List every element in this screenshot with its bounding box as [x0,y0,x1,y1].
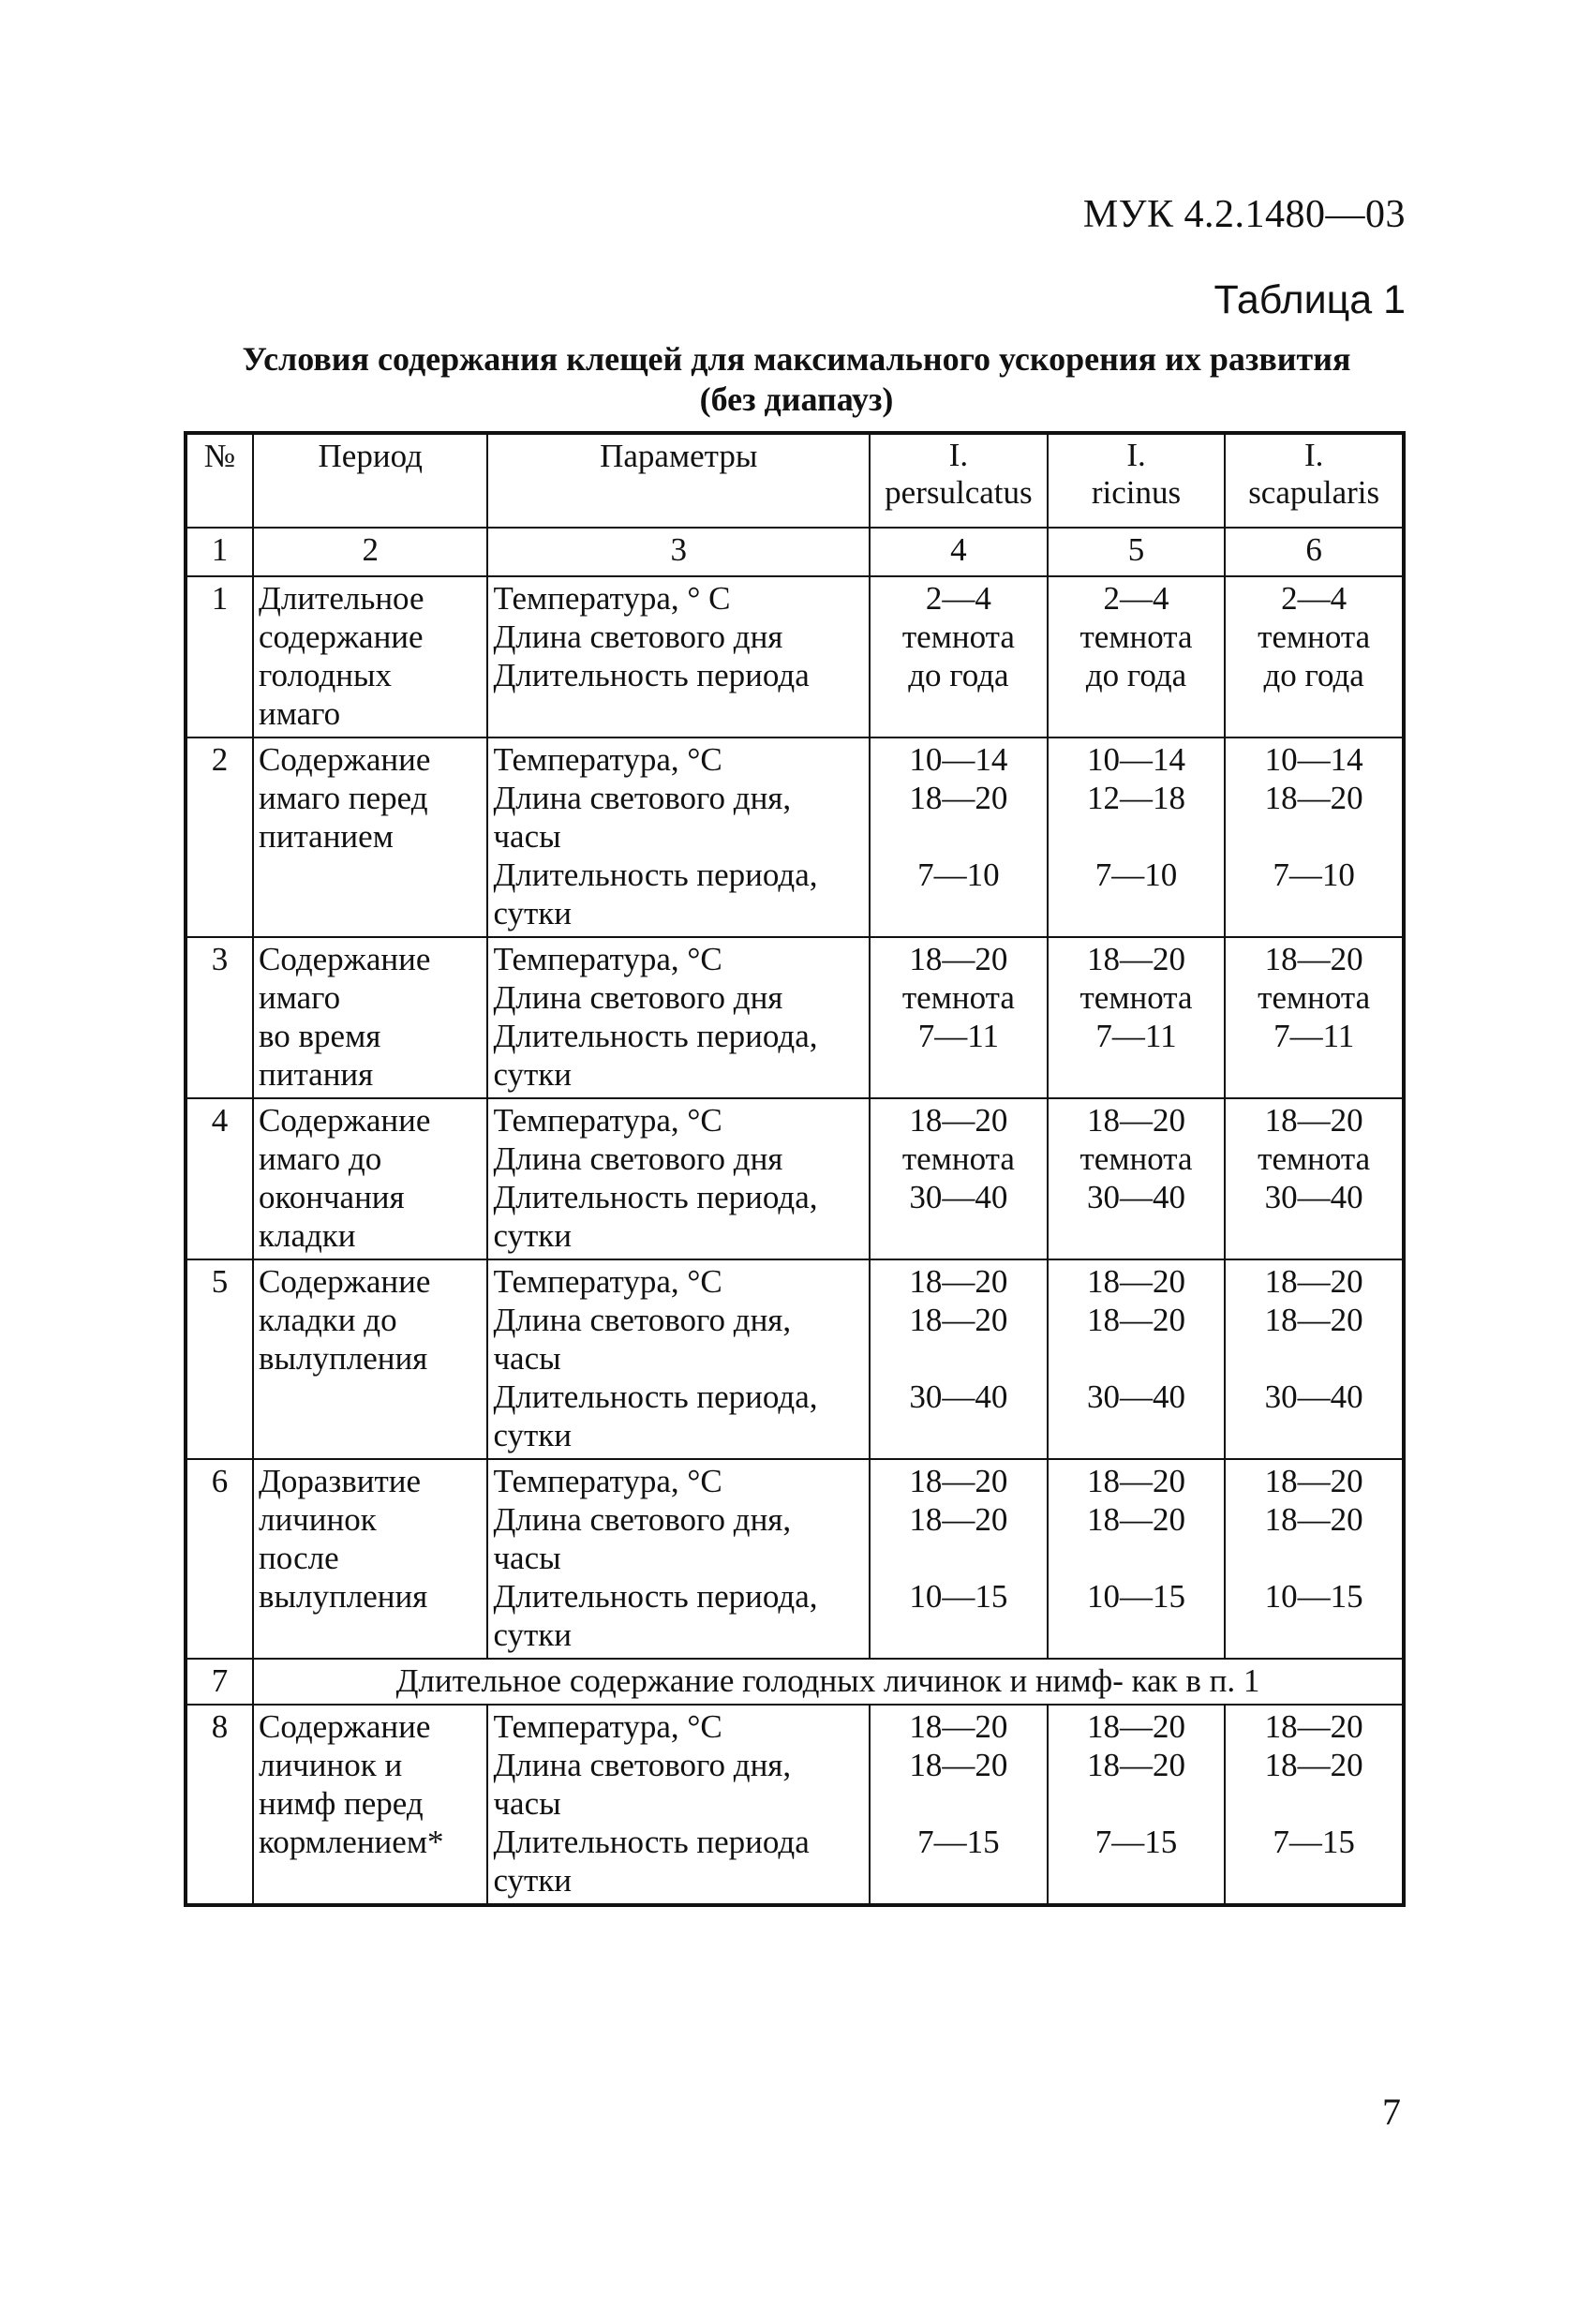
value-line: темнота [1079,618,1193,655]
param-line: Длительность периода, [493,1578,818,1615]
period-line: имаго [258,979,341,1016]
param-line: Длина светового дня, [493,1501,792,1538]
merged-row-text: Длительное содержание голодных личинок и нимф- как в п. 1 [253,1659,1404,1705]
page-number: 7 [1382,2091,1401,2133]
table-row [186,1459,1404,1659]
header-params: Параметры [487,433,870,528]
table-label: Таблица 1 [1213,277,1406,322]
row-period [253,937,487,1098]
value-line: 7—15 [917,1824,1000,1860]
period-line: личинок [258,1501,377,1538]
param-line: Температура, °С [493,1463,722,1499]
param-line: часы [493,1785,561,1822]
param-line: Длительность периода [493,1824,810,1860]
value-line: 7—11 [1095,1018,1177,1054]
period-line: голодных [258,657,393,693]
param-line: сутки [493,1616,573,1653]
header-scapularis-species: scapularis [1248,474,1380,511]
value-line: 30—40 [1087,1378,1186,1415]
row-params [487,1705,870,1905]
value-line: темнота [1258,618,1371,655]
value-line: 7—10 [917,857,1000,893]
value-line: 30—40 [909,1179,1008,1215]
value-line: до года [1263,657,1364,693]
value-line: 18—20 [909,941,1008,977]
value-line: 10—14 [909,741,1008,778]
period-line: Длительное [258,580,424,617]
header-no: № [186,433,253,528]
value-persulcatus [870,1705,1048,1905]
value-line: 18—20 [1087,1263,1186,1300]
period-line: вылупления [258,1578,428,1615]
header-period: Период [253,433,487,528]
column-number: 3 [487,528,870,576]
value-line: темнота [1079,979,1193,1016]
value-line: 18—20 [909,1747,1008,1783]
value-line: 10—15 [1264,1578,1363,1615]
param-line: сутки [493,1417,573,1453]
value-persulcatus [870,937,1048,1098]
param-line: сутки [493,895,573,931]
caption-line-2: (без диапауз) [699,380,894,418]
param-line: Длина светового дня [493,1140,783,1177]
value-line: 18—20 [1264,1102,1363,1139]
row-params [487,1098,870,1259]
value-line: 18—20 [1264,1708,1363,1745]
value-ricinus [1048,737,1226,937]
period-line: Содержание [258,1263,431,1300]
param-line: Длина светового дня [493,979,783,1016]
value-persulcatus [870,576,1048,737]
period-line: Содержание [258,1708,431,1745]
value-line: 10—14 [1264,741,1363,778]
value-line: 18—20 [1264,1463,1363,1499]
value-line: 10—14 [1087,741,1186,778]
column-number: 1 [186,528,253,576]
value-line: 18—20 [909,1102,1008,1139]
period-line: Содержание [258,1102,431,1139]
period-line: личинок и [258,1747,403,1783]
period-line: вылупления [258,1340,428,1377]
header-scapularis-genus: I. [1303,437,1324,473]
param-line: Длительность периода, [493,1378,818,1415]
param-line: Температура, °С [493,1263,722,1300]
row-number: 3 [186,937,253,1098]
row-period [253,737,487,937]
value-line: 18—20 [1087,1463,1186,1499]
header-ricinus-genus: I. [1126,437,1146,473]
value-scapularis [1225,737,1404,937]
conditions-table [184,431,1406,1907]
param-line: Температура, °С [493,1708,722,1745]
value-line: 18—20 [1087,1501,1186,1538]
period-line: кладки [258,1217,356,1254]
value-ricinus [1048,576,1226,737]
value-line: 10—15 [1087,1578,1186,1615]
value-line: 18—20 [1264,1263,1363,1300]
column-number: 4 [870,528,1048,576]
period-line: кладки до [258,1302,397,1338]
header-ricinus [1048,433,1226,528]
value-line: до года [908,657,1009,693]
param-line: Длина светового дня [493,618,783,655]
value-persulcatus [870,1459,1048,1659]
row-period [253,1259,487,1459]
value-line: 18—20 [1264,780,1363,816]
param-line: Длина светового дня, [493,1302,792,1338]
value-line: 2—4 [925,580,991,617]
period-line: имаго [258,695,341,732]
value-line: 18—20 [909,780,1008,816]
value-line: до года [1085,657,1187,693]
value-line: 18—20 [1264,1747,1363,1783]
param-line: часы [493,818,561,855]
value-line: 18—20 [1087,1747,1186,1783]
value-line: 30—40 [1264,1378,1363,1415]
param-line: сутки [493,1862,573,1899]
value-scapularis [1225,1259,1404,1459]
value-line: 12—18 [1087,780,1186,816]
param-line: сутки [493,1217,573,1254]
value-line: 30—40 [1087,1179,1186,1215]
row-number: 6 [186,1459,253,1659]
value-line: 2—4 [1281,580,1347,617]
row-number: 4 [186,1098,253,1259]
value-ricinus [1048,1459,1226,1659]
row-number: 8 [186,1705,253,1905]
period-line: питания [258,1056,374,1093]
table-caption [187,339,1406,420]
value-line: 30—40 [909,1378,1008,1415]
value-line: 18—20 [1087,941,1186,977]
value-line: 18—20 [1087,1102,1186,1139]
value-line: 7—10 [1273,857,1355,893]
period-line: Доразвитие [258,1463,422,1499]
header-persulcatus [870,433,1048,528]
value-scapularis [1225,1705,1404,1905]
table-row [186,576,1404,737]
value-line: темнота [901,1140,1015,1177]
header-persulcatus-genus: I. [948,437,969,473]
param-line: часы [493,1540,561,1576]
period-line: имаго до [258,1140,382,1177]
row-number: 1 [186,576,253,737]
table-row [186,1705,1404,1905]
row-period [253,1098,487,1259]
value-line: 7—10 [1094,857,1178,893]
period-line: нимф перед [258,1785,424,1822]
value-scapularis [1225,576,1404,737]
row-params [487,937,870,1098]
period-line: содержание [258,618,424,655]
table-row [186,1659,1404,1705]
param-line: Температура, ° С [493,580,731,617]
value-scapularis [1225,937,1404,1098]
param-line: Длительность периода, [493,1018,818,1054]
value-persulcatus [870,1259,1048,1459]
value-persulcatus [870,737,1048,937]
period-line: питанием [258,818,394,855]
value-ricinus [1048,937,1226,1098]
value-line: темнота [1258,979,1371,1016]
row-number: 7 [186,1659,253,1705]
column-number: 2 [253,528,487,576]
value-line: 30—40 [1264,1179,1363,1215]
value-scapularis [1225,1098,1404,1259]
value-ricinus [1048,1259,1226,1459]
param-line: Температура, °С [493,741,722,778]
row-period [253,1459,487,1659]
row-number: 5 [186,1259,253,1459]
value-line: 18—20 [909,1463,1008,1499]
table-row [186,937,1404,1098]
value-line: темнота [1258,1140,1371,1177]
value-line: 18—20 [909,1263,1008,1300]
value-persulcatus [870,1098,1048,1259]
header-scapularis [1225,433,1404,528]
value-line: 18—20 [1087,1302,1186,1338]
period-line: окончания [258,1179,405,1215]
value-line: 18—20 [1264,1302,1363,1338]
value-line: 18—20 [909,1302,1008,1338]
param-line: Длина светового дня, [493,780,792,816]
period-line: кормлением* [258,1824,444,1860]
value-scapularis [1225,1459,1404,1659]
row-params [487,576,870,737]
header-row [186,433,1404,528]
caption-line-1: Условия содержания клещей для максимального ускорения их развития [242,340,1351,378]
param-line: Длительность периода [493,657,810,693]
value-line: темнота [901,979,1015,1016]
param-line: сутки [493,1056,573,1093]
value-line: 7—11 [917,1018,999,1054]
table-row [186,737,1404,937]
param-line: часы [493,1340,561,1377]
period-line: Содержание [258,741,431,778]
row-params [487,1459,870,1659]
row-period [253,576,487,737]
value-line: 7—15 [1094,1824,1178,1860]
value-line: 18—20 [1264,1501,1363,1538]
param-line: Длина светового дня, [493,1747,792,1783]
param-line: Длительность периода, [493,857,818,893]
value-line: 18—20 [909,1708,1008,1745]
period-line: имаго перед [258,780,428,816]
value-line: 18—20 [1087,1708,1186,1745]
row-period [253,1705,487,1905]
column-number-row [186,528,1404,576]
value-line: темнота [1079,1140,1193,1177]
value-line: 2—4 [1103,580,1169,617]
column-number: 6 [1225,528,1404,576]
row-params [487,737,870,937]
document-code: МУК 4.2.1480—03 [1082,193,1406,236]
param-line: Длительность периода, [493,1179,818,1215]
value-ricinus [1048,1705,1226,1905]
header-ricinus-species: ricinus [1091,474,1182,511]
row-number: 2 [186,737,253,937]
param-line: Температура, °С [493,1102,722,1139]
row-params [487,1259,870,1459]
period-line: во время [258,1018,381,1054]
value-line: 7—15 [1273,1824,1355,1860]
period-line: Содержание [258,941,431,977]
value-line: темнота [901,618,1015,655]
value-line: 18—20 [1264,941,1363,977]
value-line: 7—11 [1273,1018,1355,1054]
param-line: Температура, °С [493,941,722,977]
table-row [186,1259,1404,1459]
table-row [186,1098,1404,1259]
header-persulcatus-species: persulcatus [885,474,1033,511]
value-line: 18—20 [909,1501,1008,1538]
value-ricinus [1048,1098,1226,1259]
column-number: 5 [1048,528,1226,576]
value-line: 10—15 [909,1578,1008,1615]
period-line: после [258,1540,339,1576]
